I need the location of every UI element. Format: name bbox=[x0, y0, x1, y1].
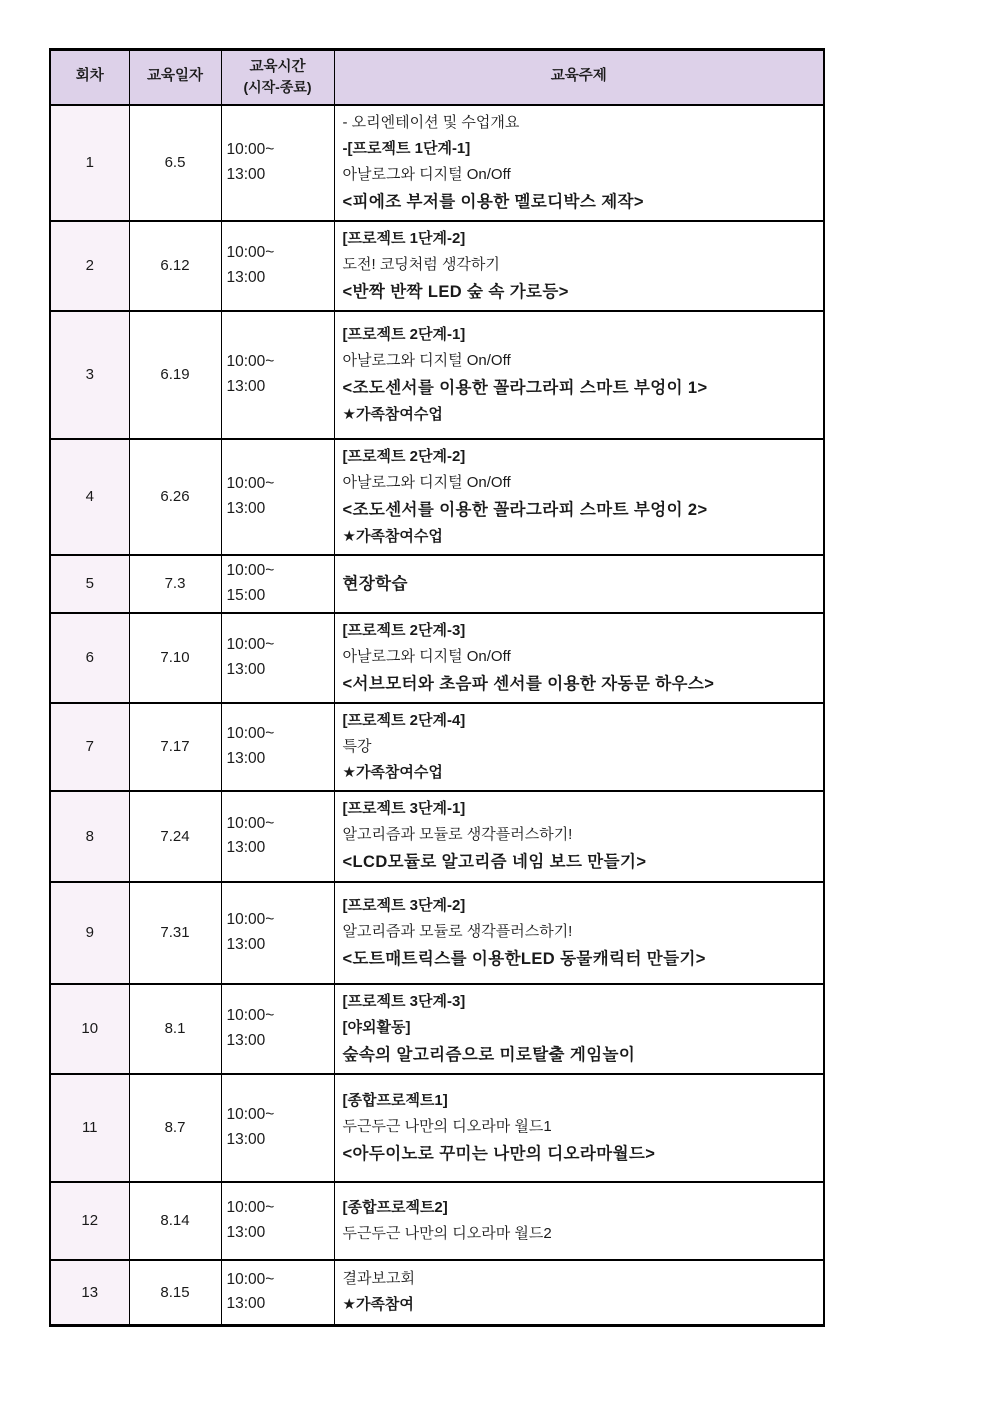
time-line: 13:00 bbox=[226, 165, 266, 183]
session-date: 7.17 bbox=[129, 703, 221, 791]
session-topic bbox=[334, 105, 824, 221]
time-line: 13:00 bbox=[226, 1223, 266, 1241]
session-time bbox=[221, 311, 334, 439]
topic-line: <도트매트릭스를 이용한LED 동물캐릭터 만들기> bbox=[342, 949, 706, 968]
session-topic bbox=[334, 311, 824, 439]
session-topic bbox=[334, 555, 824, 613]
topic-line: [야외활동] bbox=[342, 1018, 411, 1036]
time-line: 10:00~ bbox=[226, 1199, 275, 1217]
session-number: 3 bbox=[50, 311, 129, 439]
topic-line: 도전! 코딩처럼 생각하기 bbox=[342, 255, 500, 273]
time-line: 13:00 bbox=[226, 839, 266, 856]
topic-line: 알고리즘과 모듈로 생각플러스하기! bbox=[342, 826, 573, 843]
time-line: 10:00~ bbox=[226, 244, 275, 262]
time-line: 10:00~ bbox=[226, 475, 275, 493]
session-number: 11 bbox=[50, 1074, 129, 1182]
topic-line: 알고리즘과 모듈로 생각플러스하기! bbox=[342, 922, 573, 940]
session-topic bbox=[334, 882, 824, 984]
topic-line: <조도센서를 이용한 꼴라그라피 스마트 부엉이 1> bbox=[342, 378, 708, 397]
time-line: 15:00 bbox=[226, 586, 266, 604]
table-row bbox=[50, 791, 824, 882]
time-line: 10:00~ bbox=[226, 814, 275, 832]
session-date: 6.19 bbox=[129, 311, 221, 439]
time-line: 10:00~ bbox=[226, 1007, 275, 1025]
session-date: 8.14 bbox=[129, 1182, 221, 1260]
topic-line: <서브모터와 초음파 센서를 이용한 자동문 하우스> bbox=[342, 674, 715, 693]
table-row bbox=[50, 703, 824, 791]
topic-line: <LCD모듈로 알고리즘 네임 보드 만들기> bbox=[342, 853, 647, 871]
session-topic bbox=[334, 613, 824, 703]
session-topic bbox=[334, 1074, 824, 1182]
col-header-session-label: 회차 bbox=[75, 68, 104, 85]
session-time bbox=[221, 984, 334, 1074]
document-page bbox=[49, 48, 825, 1327]
topic-line: ★가족참여수업 bbox=[342, 527, 443, 545]
col-header-topic bbox=[334, 50, 824, 105]
topic-line: 아날로그와 디지털 On/Off bbox=[342, 647, 511, 665]
time-line: 10:00~ bbox=[226, 636, 275, 654]
table-row bbox=[50, 439, 824, 555]
topic-line: ★가족참여수업 bbox=[342, 405, 443, 423]
session-time bbox=[221, 791, 334, 882]
session-date: 6.12 bbox=[129, 221, 221, 311]
session-number: 13 bbox=[50, 1260, 129, 1326]
session-topic bbox=[334, 1182, 824, 1260]
topic-line: [프로젝트 3단계-2] bbox=[342, 896, 466, 914]
col-header-topic-label: 교육주제 bbox=[550, 68, 607, 85]
session-number: 6 bbox=[50, 613, 129, 703]
session-number: 10 bbox=[50, 984, 129, 1074]
topic-line: [프로젝트 2단계-1] bbox=[342, 325, 466, 343]
session-topic bbox=[334, 984, 824, 1074]
time-line: 13:00 bbox=[226, 1295, 266, 1313]
time-line: 10:00~ bbox=[226, 911, 275, 929]
topic-line: [프로젝트 3단계-1] bbox=[342, 800, 466, 817]
topic-line: 아날로그와 디지털 On/Off bbox=[342, 351, 511, 369]
session-date: 8.15 bbox=[129, 1260, 221, 1326]
topic-line: 두근두근 나만의 디오라마 월드2 bbox=[342, 1224, 552, 1242]
session-topic bbox=[334, 703, 824, 791]
session-topic bbox=[334, 221, 824, 311]
topic-line: 숲속의 알고리즘으로 미로탈출 게임놀이 bbox=[342, 1045, 636, 1064]
table-row bbox=[50, 311, 824, 439]
table-row bbox=[50, 1260, 824, 1326]
col-header-time-label: 교육시간 bbox=[249, 59, 306, 76]
topic-line: 현장학습 bbox=[342, 574, 408, 593]
topic-line: 특강 bbox=[342, 737, 372, 755]
time-line: 10:00~ bbox=[226, 725, 275, 743]
topic-line: <조도센서를 이용한 꼴라그라피 스마트 부엉이 2> bbox=[342, 500, 708, 519]
session-date: 6.5 bbox=[129, 105, 221, 221]
session-number: 4 bbox=[50, 439, 129, 555]
session-time bbox=[221, 1182, 334, 1260]
session-topic bbox=[334, 1260, 824, 1326]
session-date: 7.3 bbox=[129, 555, 221, 613]
topic-line: [프로젝트 1단계-2] bbox=[342, 229, 466, 247]
topic-line: [종합프로젝트2] bbox=[342, 1198, 448, 1216]
topic-line: -[프로젝트 1단계-1] bbox=[342, 139, 471, 157]
time-line: 10:00~ bbox=[226, 1106, 275, 1124]
table-row bbox=[50, 221, 824, 311]
time-line: 10:00~ bbox=[226, 141, 275, 159]
session-date: 7.10 bbox=[129, 613, 221, 703]
time-line: 13:00 bbox=[226, 1031, 266, 1049]
time-line: 13:00 bbox=[226, 660, 266, 678]
session-date: 7.24 bbox=[129, 791, 221, 882]
col-header-date bbox=[129, 50, 221, 105]
session-number: 5 bbox=[50, 555, 129, 613]
session-number: 2 bbox=[50, 221, 129, 311]
session-date: 7.31 bbox=[129, 882, 221, 984]
topic-line: 결과보고회 bbox=[342, 1270, 415, 1288]
session-time bbox=[221, 555, 334, 613]
session-time bbox=[221, 1260, 334, 1326]
topic-line: <피에조 부저를 이용한 멜로디박스 제작> bbox=[342, 192, 644, 211]
session-time bbox=[221, 1074, 334, 1182]
table-row bbox=[50, 555, 824, 613]
topic-line: 아날로그와 디지털 On/Off bbox=[342, 165, 511, 183]
time-line: 10:00~ bbox=[226, 1271, 275, 1289]
table-row bbox=[50, 1074, 824, 1182]
session-number: 12 bbox=[50, 1182, 129, 1260]
topic-line: <반짝 반짝 LED 숲 속 가로등> bbox=[342, 282, 569, 301]
session-time bbox=[221, 613, 334, 703]
time-line: 13:00 bbox=[226, 268, 266, 286]
topic-line: [프로젝트 2단계-3] bbox=[342, 621, 466, 639]
session-number: 9 bbox=[50, 882, 129, 984]
session-topic bbox=[334, 439, 824, 555]
session-number: 8 bbox=[50, 791, 129, 882]
topic-line: ★가족참여수업 bbox=[342, 763, 443, 781]
time-line: 13:00 bbox=[226, 749, 266, 767]
time-line: 10:00~ bbox=[226, 562, 275, 580]
time-line: 13:00 bbox=[226, 377, 266, 395]
table-row bbox=[50, 1182, 824, 1260]
session-time bbox=[221, 882, 334, 984]
session-number: 7 bbox=[50, 703, 129, 791]
header-row bbox=[50, 50, 824, 105]
session-date: 8.7 bbox=[129, 1074, 221, 1182]
topic-line: ★가족참여 bbox=[342, 1296, 414, 1314]
schedule-table-body bbox=[50, 105, 824, 1326]
session-number: 1 bbox=[50, 105, 129, 221]
table-row bbox=[50, 882, 824, 984]
session-topic bbox=[334, 791, 824, 882]
session-time bbox=[221, 221, 334, 311]
topic-line: - 오리엔테이션 및 수업개요 bbox=[342, 113, 520, 131]
table-row bbox=[50, 105, 824, 221]
topic-line: 두근두근 나만의 디오라마 월드1 bbox=[342, 1117, 552, 1135]
col-header-session bbox=[50, 50, 129, 105]
time-line: 13:00 bbox=[226, 935, 266, 953]
time-line: 10:00~ bbox=[226, 353, 275, 371]
topic-line: <아두이노로 꾸미는 나만의 디오라마월드> bbox=[342, 1144, 656, 1163]
col-header-time-sublabel: (시작-종료) bbox=[243, 78, 312, 95]
session-date: 8.1 bbox=[129, 984, 221, 1074]
session-date: 6.26 bbox=[129, 439, 221, 555]
topic-line: [프로젝트 3단계-3] bbox=[342, 992, 466, 1010]
session-time bbox=[221, 105, 334, 221]
table-header bbox=[50, 50, 824, 105]
topic-line: 아날로그와 디지털 On/Off bbox=[342, 473, 511, 491]
topic-line: [프로젝트 2단계-2] bbox=[342, 447, 466, 465]
time-line: 13:00 bbox=[226, 499, 266, 517]
table-row bbox=[50, 613, 824, 703]
table-row bbox=[50, 984, 824, 1074]
col-header-time bbox=[221, 50, 334, 105]
education-schedule-table bbox=[49, 48, 825, 1327]
topic-line: [프로젝트 2단계-4] bbox=[342, 711, 466, 729]
col-header-date-label: 교육일자 bbox=[146, 68, 204, 85]
topic-line: [종합프로젝트1] bbox=[342, 1091, 448, 1109]
session-time bbox=[221, 439, 334, 555]
session-time bbox=[221, 703, 334, 791]
time-line: 13:00 bbox=[226, 1130, 266, 1148]
